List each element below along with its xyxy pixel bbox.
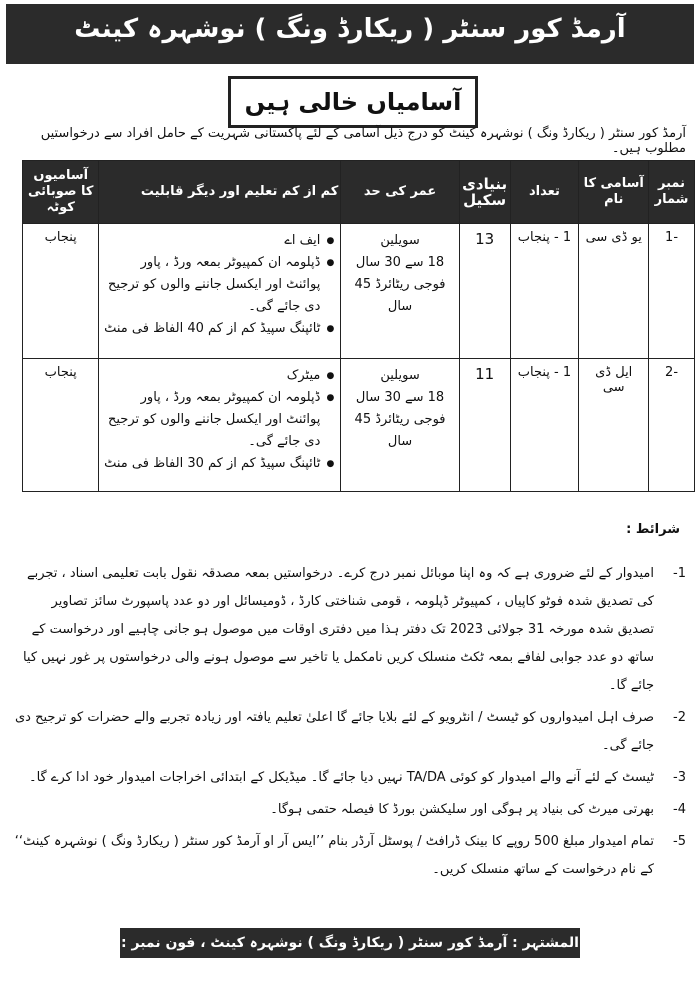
vacancy-table — [22, 160, 695, 492]
serial-cell: -2 — [649, 359, 695, 492]
condition-text: بھرتی میرٹ کی بنیاد پر ہوگی اور سلیکشن بورڈ کا فیصلہ حتمی ہوگا۔ — [270, 802, 654, 817]
age-range: 18 سے 30 سال — [355, 255, 445, 270]
col-age: عمر کی حد — [341, 161, 459, 224]
condition-text: ٹیسٹ کے لئے آنے والے امیدوار کو کوئی TA/DA نہیں دیا جائے گا۔ میڈیکل کے ابتدائی اخراجات امیدوار خود ادا کرے گا۔ — [28, 770, 654, 785]
scale-cell: 13 — [459, 224, 510, 359]
condition-number: -2 — [673, 710, 686, 725]
qualification-item: ● ڈپلومہ ان کمپیوٹر بمعہ ورڈ ، پاور پوائنٹ اور ایکسل جاننے والوں کو ترجیح دی جائے گی۔ — [103, 252, 320, 318]
conditions-title: شرائط : — [626, 522, 680, 537]
col-scale: بنیادی سکیل — [459, 161, 510, 224]
col-post: آسامی کا نام — [579, 161, 649, 224]
age-retired: فوجی ریٹائرڈ 45 سال — [354, 277, 446, 314]
condition-number: -4 — [673, 802, 686, 817]
qualification-item: ● میٹرک — [103, 365, 320, 387]
age-range: 18 سے 30 سال — [355, 390, 445, 405]
condition-number: -3 — [673, 770, 686, 785]
condition-item — [14, 796, 686, 824]
table-row — [23, 359, 695, 492]
post-cell: یو ڈی سی — [579, 224, 649, 359]
table-row — [23, 224, 695, 359]
post-cell: ایل ڈی سی — [579, 359, 649, 492]
condition-item — [14, 704, 686, 760]
table-header-row — [23, 161, 695, 224]
col-province: آسامیوں کا صوبائی کوٹہ — [23, 161, 99, 224]
col-qty: تعداد — [510, 161, 579, 224]
qualification-cell — [99, 359, 341, 492]
province-cell: پنجاب — [23, 224, 99, 359]
qty-cell: 1 - پنجاب — [510, 359, 579, 492]
condition-text: امیدوار کے لئے ضروری ہے کہ وہ اپنا موبائل نمبر درج کرے۔ درخواستیں بمعہ مصدقہ نقول بابت تعلیمی اسناد ، تجربے کی تصدیق شدہ فوٹو کاپیاں ، کمپیوٹر ڈپلومہ ، قومی شناختی کارڈ ، ڈومیسائل اور دو عدد پاسپورٹ سائز تصاویر تصدیق شدہ مورخہ 31 جولائی 2023 تک دفتر ہذا میں دفتری اوقات میں موصول ہو جانی چاہیے اور درخواست کے ساتھ دو عدد جوابی لفافے بمعہ ٹکٹ منسلک کریں نامکمل یا تاخیر سے موصول ہونے والی درخواستوں پر غور نہیں کیا جائے گا۔ — [22, 566, 654, 693]
page-title: آرمڈ کور سنٹر ( ریکارڈ ونگ ) نوشہرہ کینٹ — [74, 14, 626, 44]
col-qualification: کم از کم تعلیم اور دیگر قابلیت — [99, 161, 341, 224]
intro-text: آرمڈ کور سنٹر ( ریکارڈ ونگ ) نوشہرہ کینٹ کو درج ذیل آسامی کے لئے پاکستانی شہریت کے حامل افراد سے درخواستیں مطلوب ہیں۔ — [40, 126, 686, 156]
qualification-item: ● ایف اے — [103, 230, 320, 252]
age-cell — [341, 359, 459, 492]
condition-number: -1 — [673, 566, 686, 581]
condition-item — [14, 828, 686, 884]
condition-item — [14, 560, 686, 700]
col-serial: نمبر شمار — [649, 161, 695, 224]
condition-number: -5 — [673, 834, 686, 849]
advertiser-footer: المشتہر : آرمڈ کور سنٹر ( ریکارڈ ونگ ) نوشہرہ کینٹ ، فون نمبر : 0923-6833715 — [120, 928, 580, 958]
condition-item — [14, 764, 686, 792]
serial-cell: -1 — [649, 224, 695, 359]
qualification-item: ● ٹائپنگ سپیڈ کم از کم 30 الفاظ فی منٹ — [103, 453, 320, 475]
age-category: سویلین — [380, 233, 420, 248]
vacancies-box — [228, 76, 478, 128]
qualification-item: ● ٹائپنگ سپیڈ کم از کم 40 الفاظ فی منٹ — [103, 318, 320, 340]
scale-cell: 11 — [459, 359, 510, 492]
header-banner — [6, 4, 694, 64]
qualification-item: ● ڈپلومہ ان کمپیوٹر بمعہ ورڈ ، پاور پوائنٹ اور ایکسل جاننے والوں کو ترجیح دی جائے گی۔ — [103, 387, 320, 453]
conditions-list — [14, 560, 686, 888]
condition-text: صرف اہل امیدواروں کو ٹیسٹ / انٹرویو کے لئے بلایا جائے گا اعلیٰ تعلیم یافتہ اور زیادہ تجربے والے حضرات کو ترجیح دی جائے گی۔ — [14, 710, 654, 753]
qty-cell: 1 - پنجاب — [510, 224, 579, 359]
province-cell: پنجاب — [23, 359, 99, 492]
condition-text: تمام امیدوار مبلغ 500 روپے کا بینک ڈرافٹ / پوسٹل آرڈر بنام ’’ایس آر او آرمڈ کور سنٹر ( ریکارڈ ونگ ) نوشہرہ کینٹ‘‘ کے نام درخواست کے ساتھ منسلک کریں۔ — [14, 834, 654, 877]
age-retired: فوجی ریٹائرڈ 45 سال — [354, 412, 446, 449]
vacancies-heading: آسامیاں خالی ہیں — [244, 88, 462, 116]
age-category: سویلین — [380, 368, 420, 383]
qualification-cell — [99, 224, 341, 359]
age-cell — [341, 224, 459, 359]
